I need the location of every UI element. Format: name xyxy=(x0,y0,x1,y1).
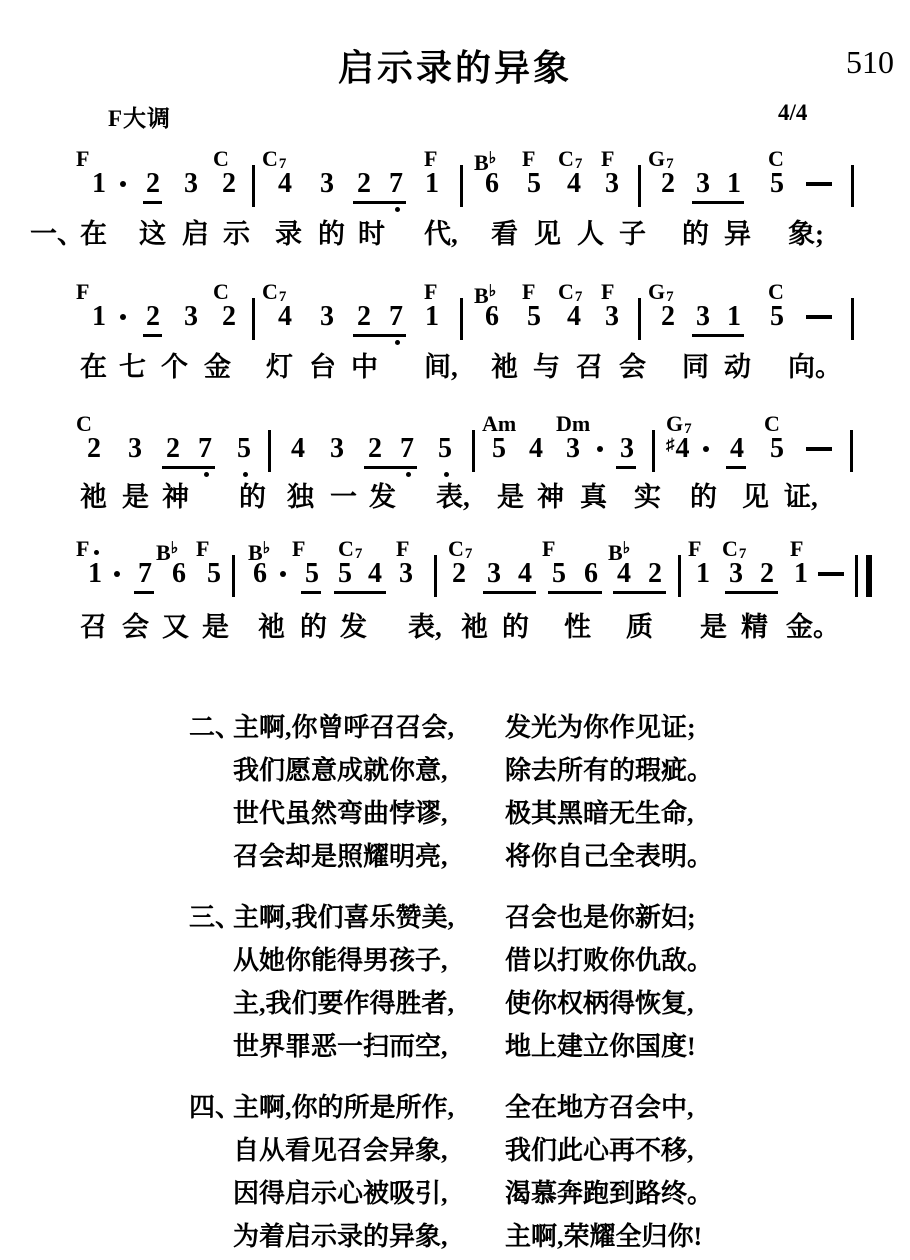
eighth-note-beam xyxy=(692,334,744,337)
note-digit: 2 xyxy=(760,558,774,589)
chord-symbol: F xyxy=(688,536,702,561)
chord-symbol: B♭ xyxy=(156,540,179,565)
chord-symbol: F xyxy=(424,146,438,171)
chord-symbol: $G_7$ xyxy=(648,146,674,172)
note-digit: 3 xyxy=(184,301,198,332)
barline xyxy=(638,165,641,207)
chord-symbol: $G_7$ xyxy=(666,411,692,437)
lyric-syllable: 人 xyxy=(577,219,604,249)
lyric-syllable: 同 xyxy=(682,352,709,382)
note-digit: 5 xyxy=(552,558,566,589)
lyric-syllable: 祂 xyxy=(258,612,285,642)
chord-symbol: $C_7$ xyxy=(262,279,287,305)
note-digit: 3 xyxy=(330,433,344,464)
note-digit: 6 xyxy=(485,168,499,199)
chord-symbol: $G_7$ xyxy=(648,279,674,305)
barline xyxy=(434,555,437,597)
note-digit: 5 xyxy=(207,558,221,589)
note-digit: 5 xyxy=(338,558,352,589)
verse-line-left: 主啊,我们喜乐赞美, xyxy=(233,903,455,932)
note-digit: 3 xyxy=(399,558,413,589)
note-digit: 6 xyxy=(485,301,499,332)
lyric-syllable: 的 xyxy=(300,612,327,642)
verse-line-left: 主啊,你曾呼召召会, xyxy=(233,713,455,742)
note-digit: ♯4 xyxy=(666,433,690,464)
lyric-syllable: 动 xyxy=(724,352,751,382)
lyric-syllable: 金。 xyxy=(786,612,840,642)
note-digit: 2 xyxy=(452,558,466,589)
barline xyxy=(252,298,255,340)
note-digit: 5 xyxy=(770,301,784,332)
chord-symbol: F xyxy=(396,536,410,561)
augmentation-dot xyxy=(120,181,126,187)
lyric-syllable: 又 xyxy=(162,612,189,642)
verse-line-left: 自从看见召会异象, xyxy=(233,1136,448,1165)
note-digit: 2 xyxy=(661,301,675,332)
note-digit: 6 xyxy=(253,558,267,589)
eighth-note-beam xyxy=(134,591,154,594)
chord-symbol: F xyxy=(542,536,556,561)
chord-symbol: C xyxy=(768,146,784,171)
chord-symbol: F xyxy=(292,536,306,561)
lyric-syllable: 祂 xyxy=(461,612,488,642)
verse-line-right: 我们此心再不移, xyxy=(505,1136,694,1165)
final-barline xyxy=(855,555,872,597)
verse-line-right: 使你权柄得恢复, xyxy=(505,989,694,1018)
eighth-note-beam xyxy=(353,201,406,204)
low-octave-dot xyxy=(395,340,400,345)
note-digit: 6 xyxy=(172,558,186,589)
note-digit: 3 xyxy=(696,301,710,332)
note-digit: 7 xyxy=(138,558,152,589)
lyric-syllable: 代, xyxy=(424,219,458,249)
note-digit: 7 xyxy=(389,303,403,331)
lyric-syllable: 是 xyxy=(122,482,149,512)
eighth-note-beam xyxy=(692,201,744,204)
verse-block xyxy=(189,1086,713,1258)
eighth-note-beam xyxy=(726,466,746,469)
chord-symbol: $C_7$ xyxy=(558,146,583,172)
lyric-syllable: 一、 xyxy=(30,219,84,249)
lyric-syllable: 异 xyxy=(724,219,751,249)
note-digit: 2 xyxy=(368,433,382,464)
eighth-note-beam xyxy=(725,591,778,594)
lyric-syllable: 神 xyxy=(537,482,564,512)
note-digit: 4 xyxy=(617,558,631,589)
lyric-syllable: 启 xyxy=(182,219,209,249)
verse-line-left: 因得启示心被吸引, xyxy=(233,1179,448,1208)
chord-symbol: F xyxy=(522,146,536,171)
verse-line-right: 渴慕奔跑到路终。 xyxy=(505,1179,714,1208)
note-digit: 1 xyxy=(88,560,102,588)
note-digit: 1 xyxy=(794,558,808,589)
note-digit: 2 xyxy=(146,168,160,199)
note-digit: 3 xyxy=(320,168,334,199)
note-digit: 7 xyxy=(198,435,212,463)
note-digit: 3 xyxy=(605,301,619,332)
lyric-syllable: 金 xyxy=(204,352,231,382)
note-digit: 2 xyxy=(166,433,180,464)
note-digit: 3 xyxy=(184,168,198,199)
verse-number: 三、 xyxy=(189,903,242,932)
lyric-syllable: 台 xyxy=(309,352,336,382)
low-octave-dot xyxy=(444,472,449,477)
lyric-syllable: 神 xyxy=(162,482,189,512)
lyric-syllable: 祂 xyxy=(491,352,518,382)
eighth-note-beam xyxy=(364,466,417,469)
lyric-syllable: 召 xyxy=(576,352,603,382)
eighth-note-beam xyxy=(162,466,215,469)
note-digit: 2 xyxy=(146,301,160,332)
note-digit: 4 xyxy=(567,301,581,332)
chord-symbol: F xyxy=(601,279,615,304)
barline xyxy=(460,165,463,207)
barline xyxy=(638,298,641,340)
note-digit: 2 xyxy=(357,168,371,199)
lyric-syllable: 表, xyxy=(436,482,470,512)
lyric-syllable: 召 xyxy=(80,612,107,642)
verse-number: 二、 xyxy=(189,713,242,742)
lyric-syllable: 象; xyxy=(788,219,824,249)
sustain-dash xyxy=(806,182,832,186)
page-title: 启示录的异象 xyxy=(337,47,572,88)
verse-line-left: 为着启示录的异象, xyxy=(233,1222,448,1251)
low-octave-dot xyxy=(406,472,411,477)
lyric-syllable: 个 xyxy=(161,352,188,382)
note-digit: 2 xyxy=(222,168,236,199)
low-octave-dot xyxy=(204,472,209,477)
note-digit: 5 xyxy=(305,558,319,589)
note-digit: 1 xyxy=(92,168,106,199)
verse-line-right: 地上建立你国度! xyxy=(505,1032,696,1061)
chord-symbol: F xyxy=(76,279,90,304)
lyric-syllable: 是 xyxy=(497,482,524,512)
verse-line-left: 世界罪恶一扫而空, xyxy=(233,1032,448,1061)
note-digit: 3 xyxy=(605,168,619,199)
eighth-note-beam xyxy=(143,334,162,337)
lyric-syllable: 是 xyxy=(700,612,727,642)
note-digit: 2 xyxy=(222,301,236,332)
chord-symbol: $C_7$ xyxy=(722,536,747,562)
chord-symbol: B♭ xyxy=(608,540,631,565)
augmentation-dot xyxy=(703,446,709,452)
note-digit: 4 xyxy=(291,433,305,464)
lyric-syllable: 证, xyxy=(784,482,818,512)
note-digit: 4 xyxy=(567,168,581,199)
note-digit: 5 xyxy=(770,433,784,464)
chord-symbol: F xyxy=(601,146,615,171)
sustain-dash xyxy=(818,572,844,576)
note-digit: 7 xyxy=(389,170,403,198)
lyric-syllable: 性 xyxy=(564,612,591,642)
verse-block xyxy=(189,896,713,1068)
note-digit: 1 xyxy=(425,301,439,332)
sustain-dash xyxy=(806,447,832,451)
note-digit: 1 xyxy=(92,301,106,332)
chord-symbol: $C_7$ xyxy=(338,536,363,562)
chord-symbol: F xyxy=(196,536,210,561)
lyric-syllable: 一 xyxy=(330,482,357,512)
chord-symbol: $C_7$ xyxy=(558,279,583,305)
lyric-syllable: 间, xyxy=(424,352,458,382)
verse-line xyxy=(189,1215,713,1258)
chord-symbol: C xyxy=(768,279,784,304)
lyric-syllable: 质 xyxy=(626,612,653,642)
verse-line-right: 极其黑暗无生命, xyxy=(505,799,694,828)
lyric-syllable: 发 xyxy=(340,612,367,642)
lyric-syllable: 发 xyxy=(369,482,396,512)
eighth-note-beam xyxy=(483,591,536,594)
lyric-syllable: 灯 xyxy=(266,352,293,382)
lyric-syllable: 与 xyxy=(533,352,560,382)
note-digit: 2 xyxy=(87,433,101,464)
verse-line xyxy=(189,749,713,792)
lyric-syllable: 见 xyxy=(742,482,769,512)
verse-line-right: 借以打败你仇敌。 xyxy=(505,946,714,975)
chord-symbol: B♭ xyxy=(248,540,271,565)
note-digit: 3 xyxy=(487,558,501,589)
lyric-syllable: 这 xyxy=(139,219,166,249)
verse-line xyxy=(189,1172,713,1215)
lyric-syllable: 祂 xyxy=(80,482,107,512)
lyric-syllable: 实 xyxy=(634,482,661,512)
augmentation-dot xyxy=(120,314,126,320)
verse-line-left: 我们愿意成就你意, xyxy=(233,756,448,785)
verse-number: 四、 xyxy=(189,1093,242,1122)
note-digit: 5 xyxy=(492,433,506,464)
barline xyxy=(460,298,463,340)
eighth-note-beam xyxy=(616,466,636,469)
verses-area xyxy=(189,706,713,1260)
lyric-syllable: 中 xyxy=(351,352,378,382)
chord-symbol: C xyxy=(764,411,780,436)
verse-line-right: 发光为你作见证; xyxy=(505,713,696,742)
note-digit: 5 xyxy=(527,301,541,332)
verse-line xyxy=(189,1129,713,1172)
note-digit: 5 xyxy=(237,435,251,463)
chord-symbol: $C_7$ xyxy=(448,536,473,562)
verse-line-left: 主,我们要作得胜者, xyxy=(233,989,455,1018)
note-digit: 3 xyxy=(620,433,634,464)
verse-line xyxy=(189,939,713,982)
lyric-syllable: 表, xyxy=(408,612,442,642)
lyric-syllable: 真 xyxy=(580,482,607,512)
augmentation-dot xyxy=(597,446,603,452)
low-octave-dot xyxy=(243,472,248,477)
lyric-syllable: 录 xyxy=(275,219,302,249)
lyric-syllable: 的 xyxy=(318,219,345,249)
verse-block xyxy=(189,706,713,878)
lyric-syllable: 的 xyxy=(682,219,709,249)
verse-line xyxy=(189,792,713,835)
note-digit: 4 xyxy=(368,558,382,589)
lyric-syllable: 的 xyxy=(690,482,717,512)
chord-symbol: B♭ xyxy=(474,283,497,308)
barline xyxy=(652,430,655,472)
chord-symbol: C xyxy=(213,279,229,304)
verse-line-right: 主啊,荣耀全归你! xyxy=(505,1222,703,1251)
verse-line xyxy=(189,706,713,749)
lyric-syllable: 见 xyxy=(534,219,561,249)
lyric-syllable: 会 xyxy=(122,612,149,642)
lyric-syllable: 示 xyxy=(223,219,250,249)
verse-line-right: 将你自己全表明。 xyxy=(505,842,714,871)
note-digit: 5 xyxy=(770,168,784,199)
verse-line-left: 主啊,你的所是所作, xyxy=(233,1093,455,1122)
high-octave-dot xyxy=(94,550,99,555)
note-digit: 1 xyxy=(696,558,710,589)
eighth-note-beam xyxy=(353,334,406,337)
note-digit: 4 xyxy=(278,168,292,199)
barline xyxy=(851,298,854,340)
note-digit: 4 xyxy=(529,433,543,464)
chord-symbol: F xyxy=(790,536,804,561)
lyric-syllable: 的 xyxy=(239,482,266,512)
note-digit: 3 xyxy=(729,558,743,589)
note-digit: 1 xyxy=(727,301,741,332)
chord-symbol: F xyxy=(76,146,90,171)
note-digit: 5 xyxy=(438,435,452,463)
lyric-syllable: 的 xyxy=(502,612,529,642)
verse-line-left: 召会却是照耀明亮, xyxy=(233,842,448,871)
barline xyxy=(678,555,681,597)
lyric-syllable: 看 xyxy=(491,219,518,249)
key-signature: F大调 xyxy=(108,106,172,131)
note-digit: 3 xyxy=(566,433,580,464)
lyric-syllable: 会 xyxy=(619,352,646,382)
lyric-syllable: 子 xyxy=(619,219,646,249)
eighth-note-beam xyxy=(301,591,321,594)
chord-symbol: B♭ xyxy=(474,150,497,175)
verse-line-right: 除去所有的瑕疵。 xyxy=(505,756,714,785)
note-digit: 6 xyxy=(584,558,598,589)
note-digit: 4 xyxy=(518,558,532,589)
note-digit: 2 xyxy=(661,168,675,199)
chord-symbol: F xyxy=(76,536,90,561)
augmentation-dot xyxy=(114,571,120,577)
chord-symbol: F xyxy=(424,279,438,304)
verse-line xyxy=(189,835,713,878)
verse-line xyxy=(189,982,713,1025)
note-digit: 5 xyxy=(527,168,541,199)
eighth-note-beam xyxy=(548,591,602,594)
lyric-syllable: 向。 xyxy=(788,352,842,382)
barline xyxy=(252,165,255,207)
lyric-syllable: 在 xyxy=(80,352,107,382)
chord-symbol: C xyxy=(213,146,229,171)
chord-symbol: Dm xyxy=(556,411,591,436)
verse-line xyxy=(189,1025,713,1068)
chord-symbol: F xyxy=(522,279,536,304)
note-digit: 1 xyxy=(425,168,439,199)
chord-symbol: C xyxy=(76,411,92,436)
verse-line-right: 召会也是你新妇; xyxy=(505,903,696,932)
lyric-syllable: 精 xyxy=(741,612,768,642)
sharp-accidental: ♯ xyxy=(666,435,675,454)
verse-line-right: 全在地方召会中, xyxy=(505,1093,694,1122)
verse-line-left: 世代虽然弯曲悖谬, xyxy=(233,799,448,828)
note-digit: 2 xyxy=(648,558,662,589)
note-digit: 7 xyxy=(400,435,414,463)
barline xyxy=(232,555,235,597)
lyric-syllable: 独 xyxy=(287,482,314,512)
note-digit: 1 xyxy=(727,168,741,199)
verse-line xyxy=(189,896,713,939)
eighth-note-beam xyxy=(613,591,666,594)
note-digit: 4 xyxy=(730,433,744,464)
note-digit: 3 xyxy=(128,433,142,464)
eighth-note-beam xyxy=(334,591,386,594)
lyric-syllable: 在 xyxy=(80,219,107,249)
barline xyxy=(268,430,271,472)
note-digit: 4 xyxy=(278,301,292,332)
hymn-number: 510 xyxy=(846,44,894,80)
low-octave-dot xyxy=(395,207,400,212)
note-digit: 3 xyxy=(320,301,334,332)
verse-line-left: 从她你能得男孩子, xyxy=(233,946,448,975)
eighth-note-beam xyxy=(143,201,162,204)
barline xyxy=(850,430,853,472)
barline xyxy=(472,430,475,472)
note-digit: 3 xyxy=(696,168,710,199)
time-signature: 4/4 xyxy=(778,100,808,125)
chord-symbol: Am xyxy=(482,411,517,436)
sustain-dash xyxy=(806,315,832,319)
lyric-syllable: 时 xyxy=(358,219,385,249)
verse-line xyxy=(189,1086,713,1129)
note-digit: 2 xyxy=(357,301,371,332)
chord-symbol: $C_7$ xyxy=(262,146,287,172)
barline xyxy=(851,165,854,207)
augmentation-dot xyxy=(280,571,286,577)
lyric-syllable: 七 xyxy=(119,352,146,382)
lyric-syllable: 是 xyxy=(202,612,229,642)
